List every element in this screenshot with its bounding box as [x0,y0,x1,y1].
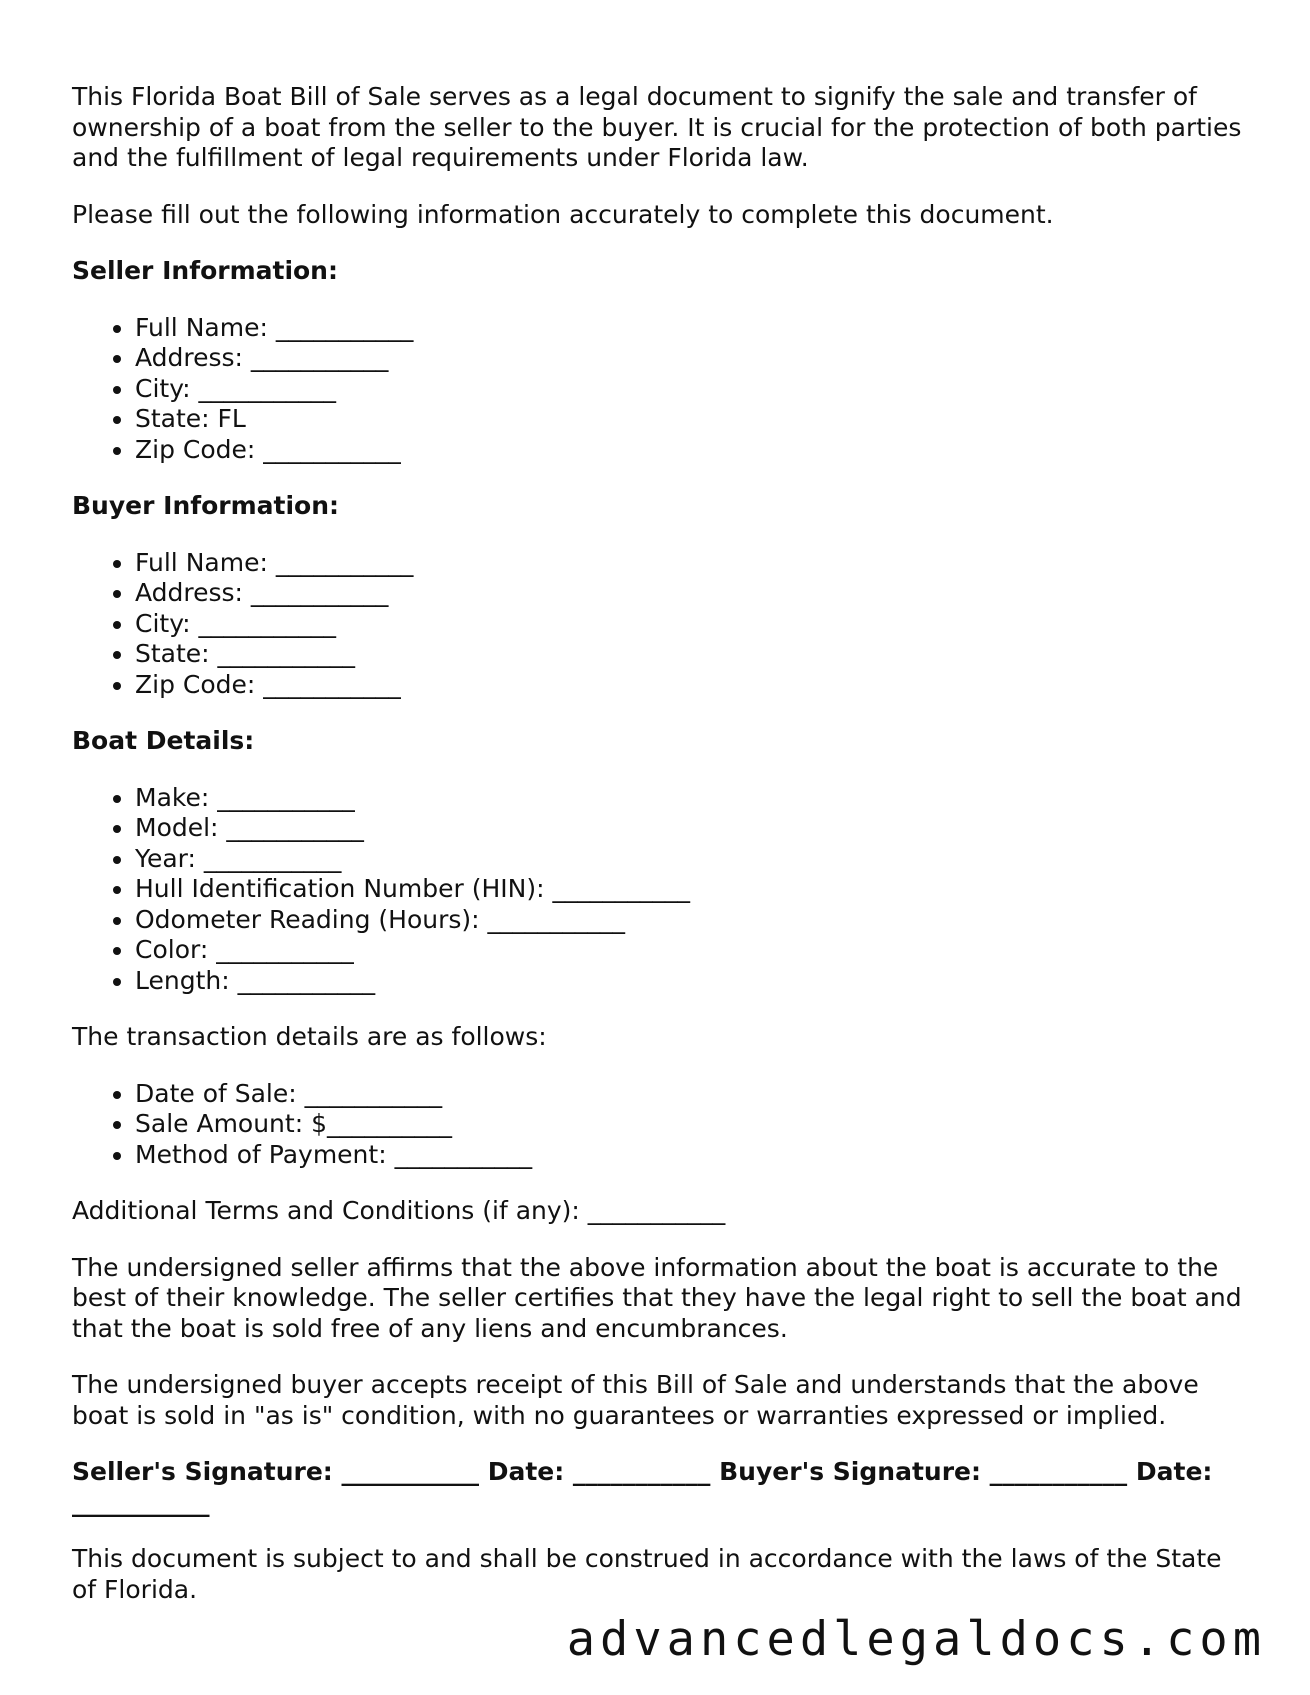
seller-affirmation-paragraph: The undersigned seller affirms that the above information about the boat is accurate to the best of their knowledge. The seller certifies that they have the legal right to sell the boat and that the boat is sold free of any liens and encumbrances. [72,1252,1242,1343]
boat-year-field: • Year: ___________ [135,844,1252,875]
additional-terms-field: Additional Terms and Conditions (if any): ___________ [72,1196,726,1225]
boat-details-list [72,783,1252,997]
seller-info-list [72,313,1252,466]
boat-make-field: • Make: ___________ [135,783,1252,814]
buyer-acceptance-paragraph: The undersigned buyer accepts receipt of this Bill of Sale and understands that the above boat is sold in "as is" condition, with no guarantees or warranties expressed or implied. [72,1370,1199,1430]
seller-address-field: • Address: ___________ [135,343,1252,374]
date-of-sale-field: • Date of Sale: ___________ [135,1079,1252,1110]
buyer-heading: Buyer Information: [72,491,340,520]
document-body [72,82,1252,1631]
transaction-list [72,1079,1252,1171]
intro-paragraph: This Florida Boat Bill of Sale serves as a legal document to signify the sale and transfer of ownership of a boat from the seller to the buyer. It is crucial for the protection of both parties and the fulfillment of legal requirements under Florida law. [72,82,1242,172]
buyer-zip-field: • Zip Code: ___________ [135,670,1252,701]
boat-odometer-field: • Odometer Reading (Hours): ___________ [135,905,1252,936]
transaction-intro: The transaction details are as follows: [72,1022,547,1051]
signature-block: Seller's Signature: ___________ Date: ___________ Buyer's Signature: ___________ Date: ___________ [72,1457,1213,1517]
boat-model-field: • Model: ___________ [135,813,1252,844]
boat-hin-field: • Hull Identification Number (HIN): ___________ [135,874,1252,905]
governing-law-paragraph: This document is subject to and shall be construed in accordance with the laws of the State of Florida. [72,1544,1222,1604]
seller-zip-field: • Zip Code: ___________ [135,435,1252,466]
boat-length-field: • Length: ___________ [135,966,1252,997]
sale-amount-field: • Sale Amount: $__________ [135,1109,1252,1140]
seller-full-name-field: • Full Name: ___________ [135,313,1252,344]
seller-city-field: • City: ___________ [135,374,1252,405]
watermark-text: advancedlegaldocs.com [566,1612,1266,1667]
seller-heading: Seller Information: [72,256,338,285]
boat-heading: Boat Details: [72,726,255,755]
payment-method-field: • Method of Payment: ___________ [135,1140,1252,1171]
instruction-paragraph: Please fill out the following information accurately to complete this document. [72,199,1054,229]
buyer-full-name-field: • Full Name: ___________ [135,548,1252,579]
buyer-city-field: • City: ___________ [135,609,1252,640]
buyer-address-field: • Address: ___________ [135,578,1252,609]
boat-color-field: • Color: ___________ [135,935,1252,966]
buyer-info-list [72,548,1252,701]
buyer-state-field: • State: ___________ [135,639,1252,670]
seller-state-field: • State: FL [135,404,1252,435]
